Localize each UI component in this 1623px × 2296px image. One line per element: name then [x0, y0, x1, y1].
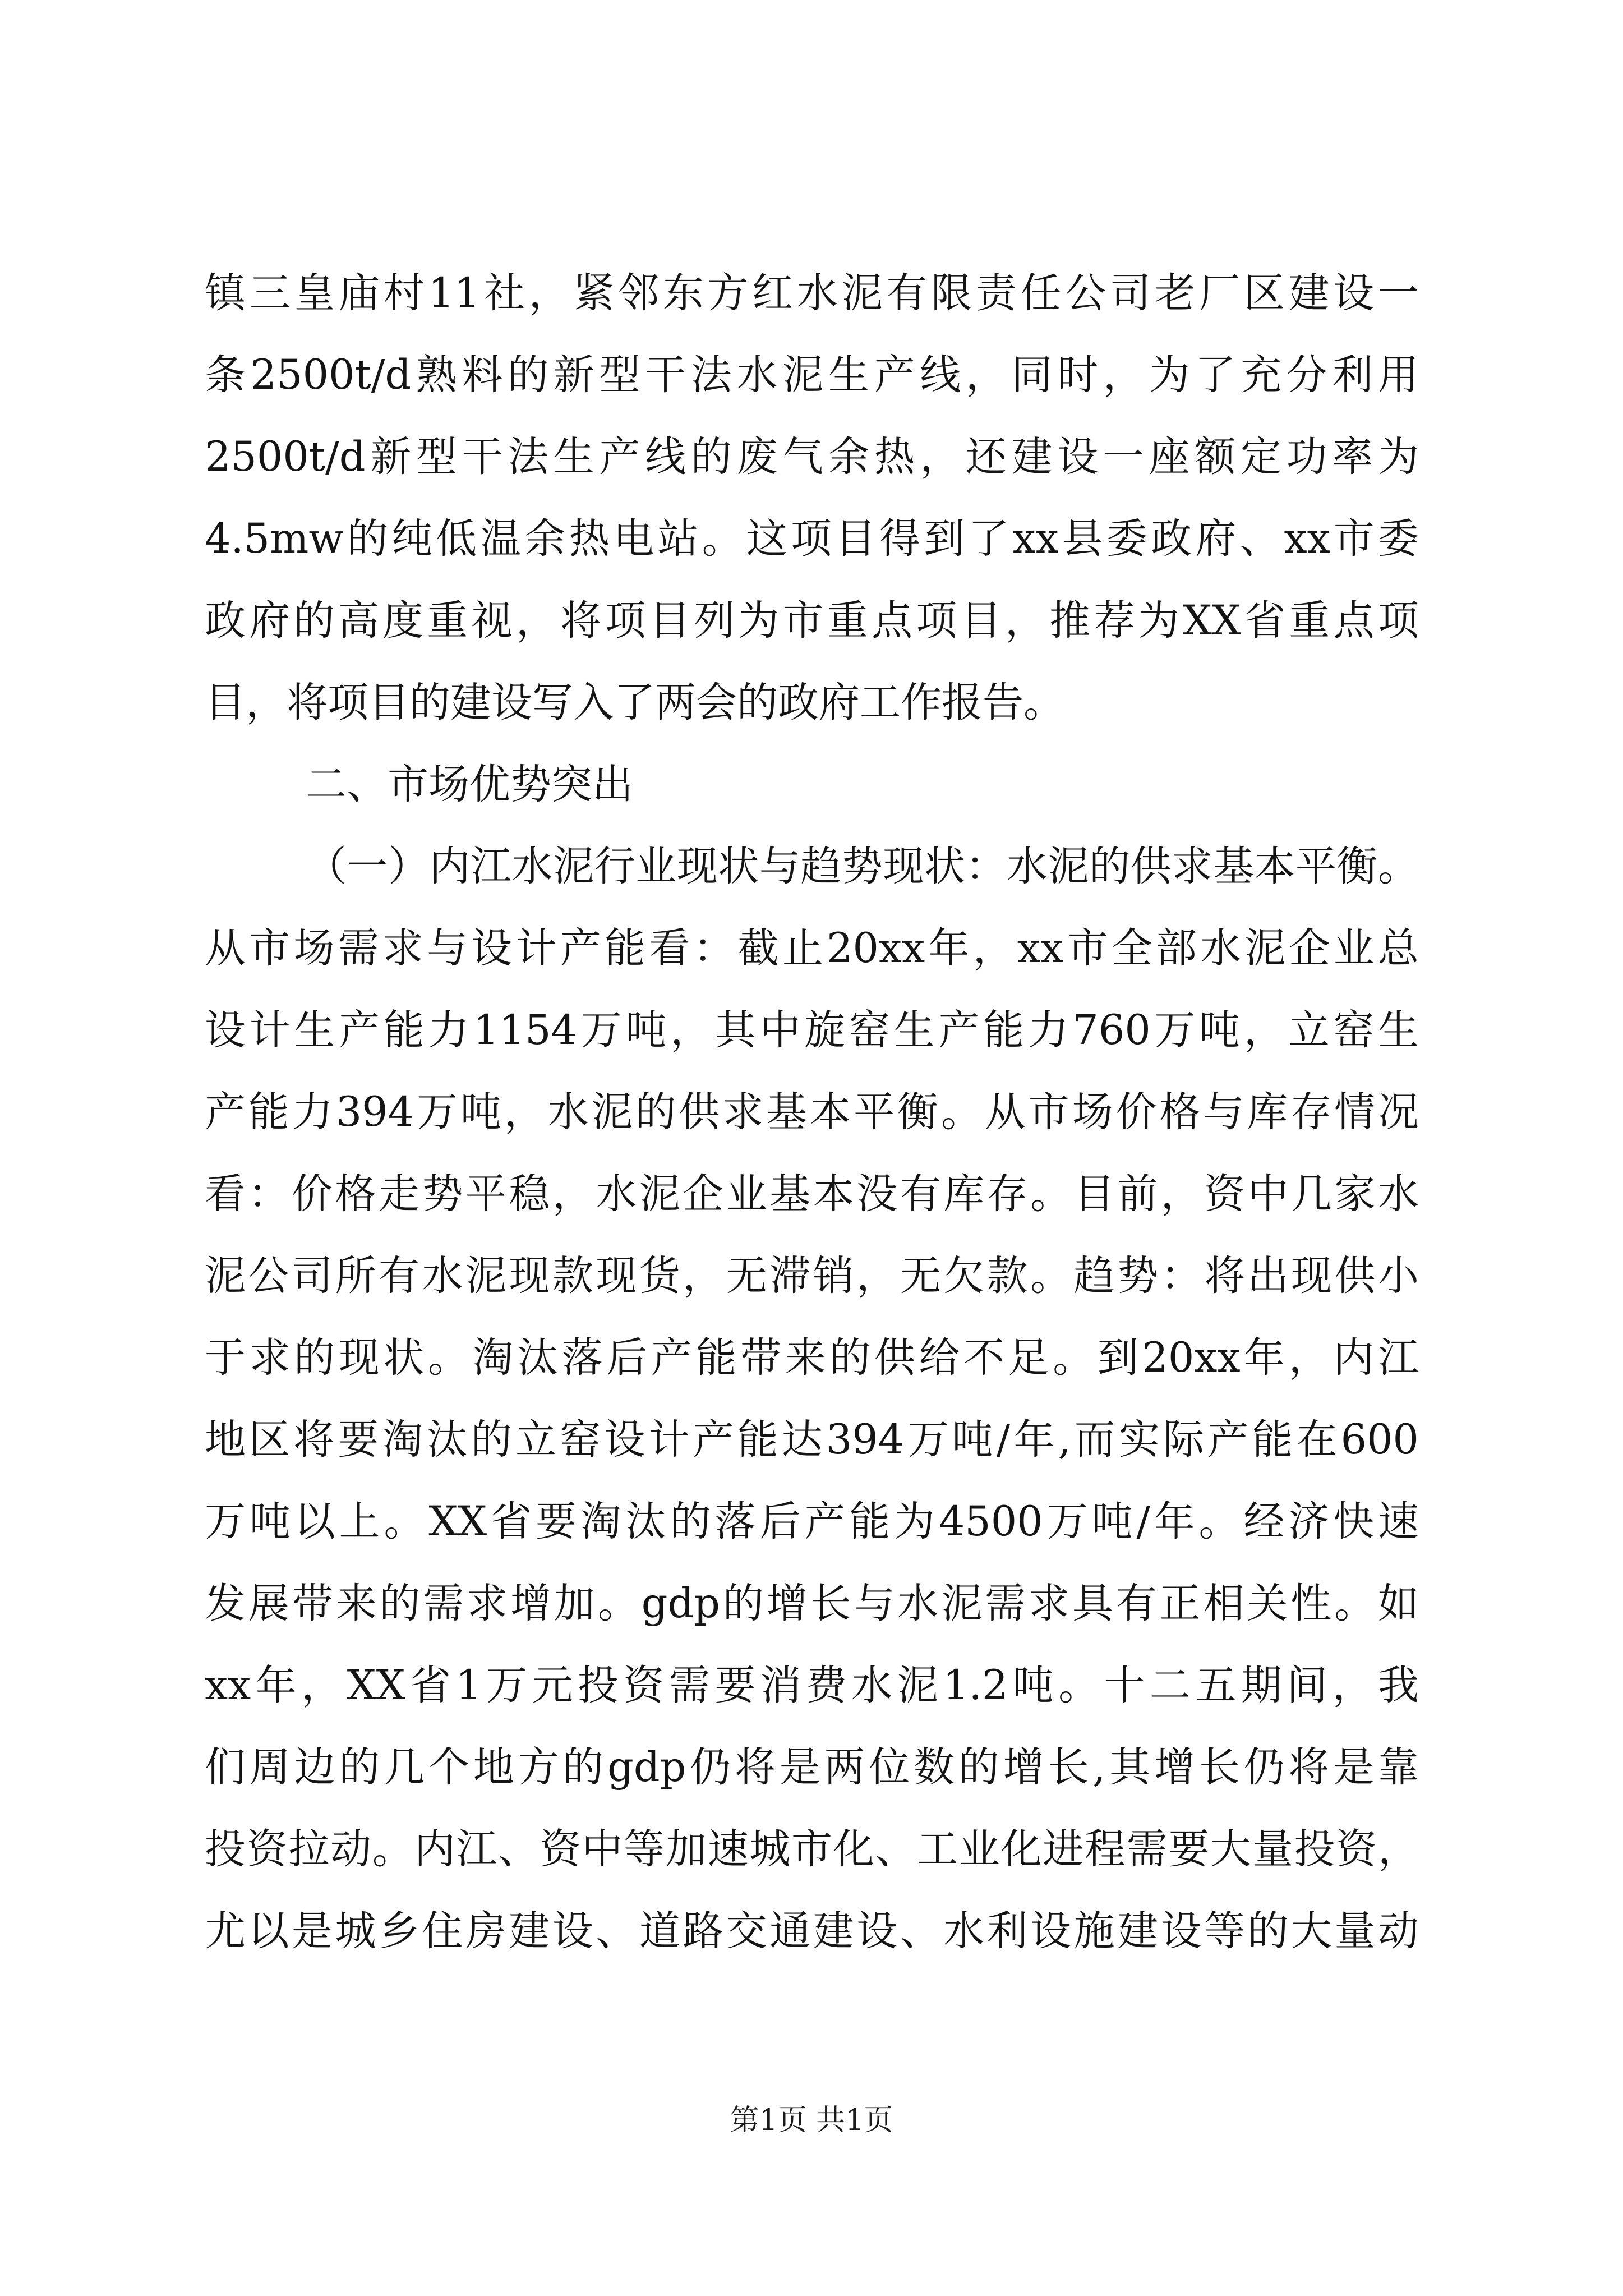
text-line: 2500t/d新型干法生产线的废气余热，还建设一座额定功率为 — [205, 433, 1419, 481]
page-footer — [0, 2101, 1623, 2140]
page-number-label: 第1页 共1页 — [730, 2104, 893, 2137]
text-line: 泥公司所有水泥现款现货，无滞销，无欠款。趋势：将出现供小 — [205, 1252, 1419, 1300]
text-line: 看：价格走势平稳，水泥企业基本没有库存。目前，资中几家水 — [205, 1170, 1419, 1218]
text-line: 4.5mw的纯低温余热电站。这项目得到了xx县委政府、xx市委 — [205, 515, 1419, 563]
text-line: 从市场需求与设计产能看：截止20xx年，xx市全部水泥企业总 — [205, 924, 1419, 972]
text-line: 条2500t/d熟料的新型干法水泥生产线，同时，为了充分利用 — [205, 351, 1419, 399]
text-line: 发展带来的需求增加。gdp的增长与水泥需求具有正相关性。如 — [205, 1580, 1419, 1627]
text-line: 地区将要淘汰的立窑设计产能达394万吨/年,而实际产能在600 — [205, 1416, 1419, 1464]
text-line: 于求的现状。淘汰落后产能带来的供给不足。到20xx年，内江 — [205, 1334, 1419, 1382]
subsection-heading: （一）内江水泥行业现状与趋势现状：水泥的供求基本平衡。 — [306, 843, 1419, 890]
text-line: 万吨以上。XX省要淘汰的落后产能为4500万吨/年。经济快速 — [205, 1498, 1419, 1545]
text-line: 设计生产能力1154万吨，其中旋窑生产能力760万吨，立窑生 — [205, 1006, 1419, 1054]
text-line: 尤以是城乡住房建设、道路交通建设、水利设施建设等的大量动 — [205, 1907, 1419, 1955]
text-line: 投资拉动。内江、资中等加速城市化、工业化进程需要大量投资， — [205, 1825, 1419, 1873]
text-line: 目，将项目的建设写入了两会的政府工作报告。 — [205, 679, 1064, 726]
text-line: 政府的高度重视，将项目列为市重点项目，推荐为XX省重点项 — [205, 597, 1419, 645]
text-line: 产能力394万吨，水泥的供求基本平衡。从市场价格与库存情况 — [205, 1088, 1419, 1136]
text-line: xx年，XX省1万元投资需要消费水泥1.2吨。十二五期间，我 — [205, 1662, 1419, 1709]
text-line: 们周边的几个地方的gdp仍将是两位数的增长,其增长仍将是靠 — [205, 1743, 1419, 1791]
section-heading: 二、市场优势突出 — [306, 761, 633, 808]
text-line: 镇三皇庙村11社，紧邻东方红水泥有限责任公司老厂区建设一 — [205, 269, 1419, 317]
body-text — [205, 252, 1419, 1972]
